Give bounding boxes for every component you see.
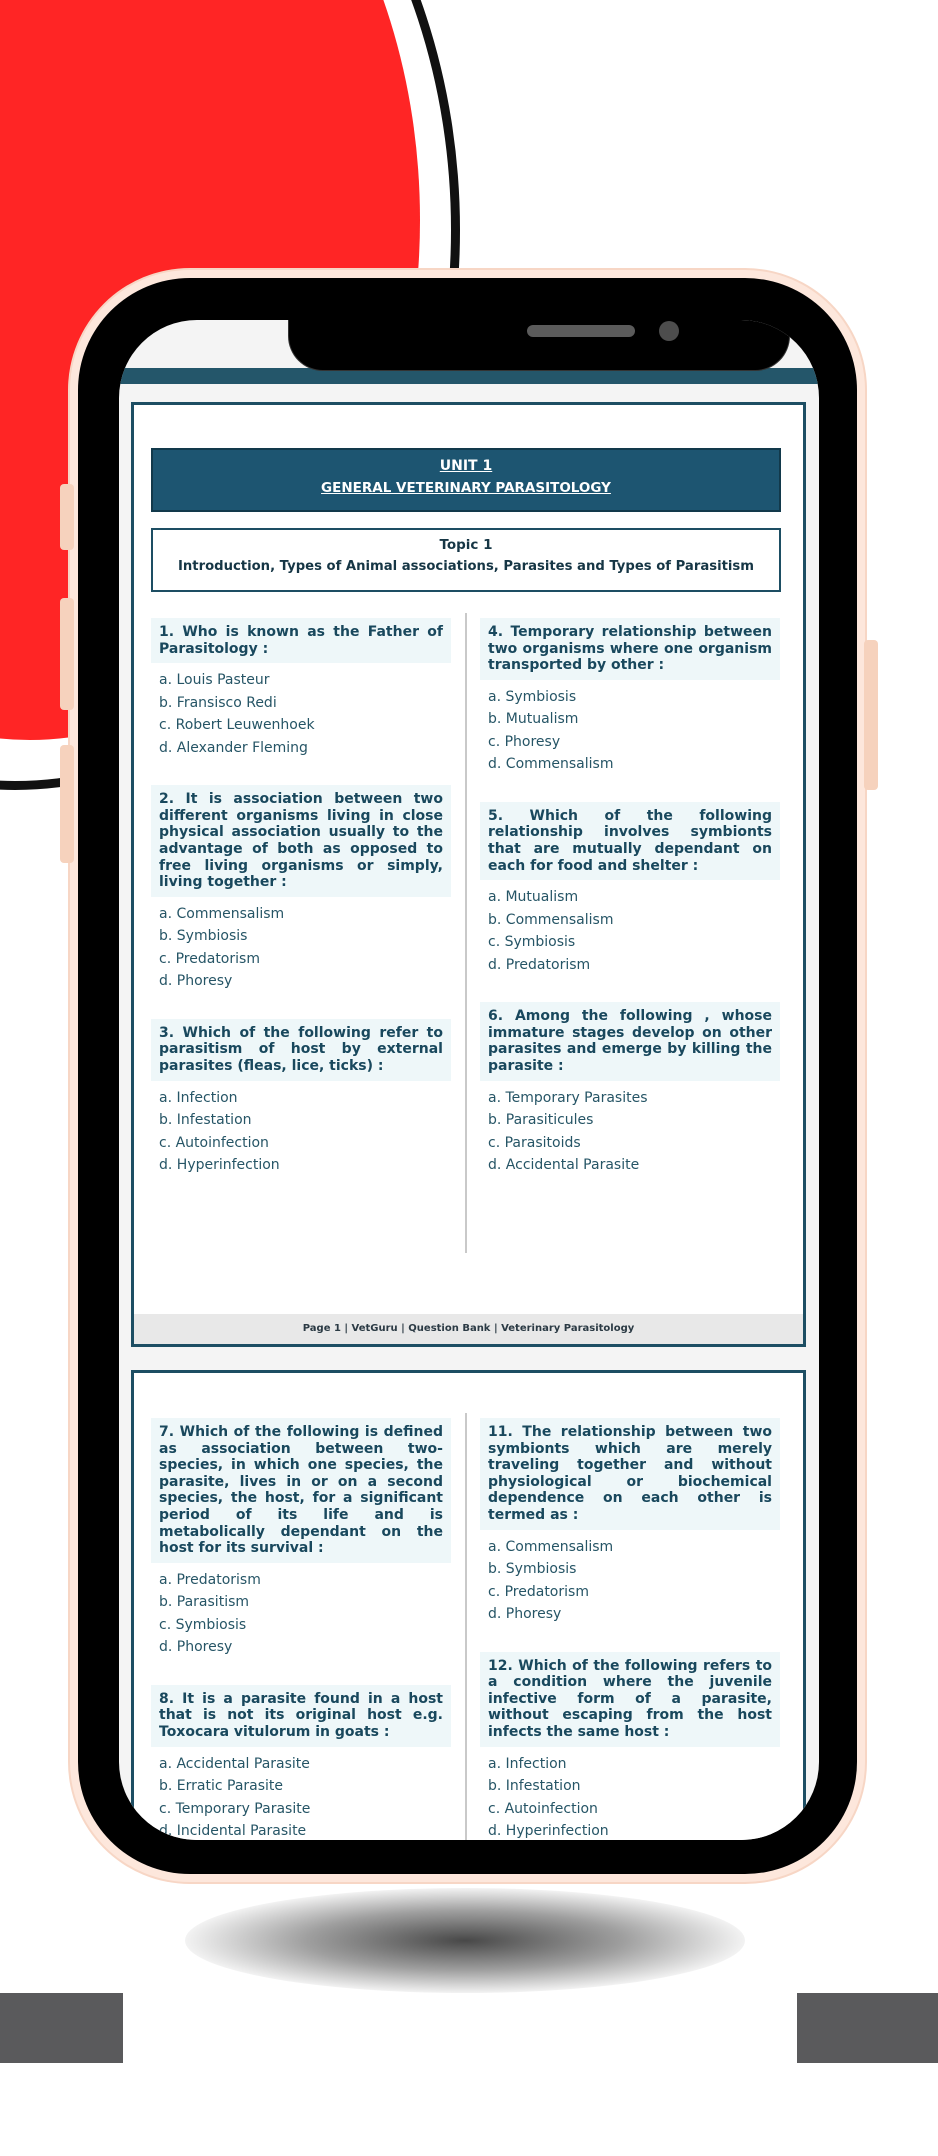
answer-option[interactable]: c. Temporary Parasite: [159, 1800, 311, 1817]
answer-option[interactable]: a. Infection: [159, 1089, 238, 1106]
answer-option[interactable]: d. Hyperinfection: [488, 1823, 609, 1840]
question-block: [151, 618, 451, 759]
right-question-column: [480, 618, 780, 1203]
answer-option[interactable]: a. Symbiosis: [488, 688, 577, 705]
question-block: [151, 785, 451, 993]
answer-option[interactable]: b. Infestation: [159, 1112, 252, 1129]
speaker-grille: [527, 325, 635, 337]
page-footer: Page 1 | VetGuru | Question Bank | Veterinary Parasitology: [134, 1314, 803, 1344]
answer-option[interactable]: a. Commensalism: [159, 905, 285, 922]
answer-option[interactable]: a. Infection: [488, 1755, 567, 1772]
answer-option[interactable]: c. Symbiosis: [159, 1616, 247, 1633]
answer-option[interactable]: c. Symbiosis: [488, 934, 576, 951]
question-block: [480, 1652, 780, 1840]
answer-option[interactable]: a. Louis Pasteur: [159, 672, 270, 689]
question-block: [151, 1418, 451, 1659]
question-block: [480, 1002, 780, 1176]
right-question-column: [480, 1418, 780, 1840]
answer-option[interactable]: d. Incidental Parasite: [159, 1823, 307, 1840]
answer-option[interactable]: d. Accidental Parasite: [488, 1157, 640, 1174]
topic-header: [151, 528, 781, 592]
question-text: 4. Temporary relationship between two organisms where one organism transported by other :: [480, 618, 780, 680]
document-page-2[interactable]: [131, 1370, 806, 1840]
column-divider: [465, 613, 467, 1253]
answer-option[interactable]: c. Predatorism: [159, 950, 260, 967]
question-block: [480, 1418, 780, 1626]
unit-title: UNIT 1: [439, 458, 493, 474]
answer-option[interactable]: a. Predatorism: [159, 1571, 261, 1588]
document-page-1[interactable]: [131, 402, 806, 1347]
question-text: 11. The relationship between two symbionts which are merely traveling together and without physiological or biochemical dependence on each other is termed as :: [480, 1418, 780, 1530]
gray-block-left: [0, 1993, 123, 2063]
answer-option[interactable]: a. Accidental Parasite: [159, 1755, 310, 1772]
question-text: 5. Which of the following relationship involves symbionts that are mutually dependant on each for food and shelter :: [480, 802, 780, 880]
answer-option[interactable]: b. Erratic Parasite: [159, 1778, 284, 1795]
question-text: 7. Which of the following is defined as association between two-species, in which one species, the parasite, lives in or on a second species, the host, for a significant period of its life and is metabolically dependant on the host for its survival :: [151, 1418, 451, 1563]
answer-option[interactable]: b. Symbiosis: [488, 1561, 577, 1578]
answer-option[interactable]: b. Mutualism: [488, 711, 579, 728]
phone-volume-up-button: [60, 598, 74, 710]
answer-option[interactable]: b. Infestation: [488, 1778, 581, 1795]
unit-subtitle: GENERAL VETERINARY PARASITOLOGY: [321, 480, 611, 496]
question-text: 3. Which of the following refer to parasitism of host by external parasites (fleas, lice, ticks) :: [151, 1019, 451, 1081]
topic-subtitle: Introduction, Types of Animal associations, Parasites and Types of Parasitism: [177, 559, 755, 574]
answer-option[interactable]: b. Fransisco Redi: [159, 694, 277, 711]
answer-option[interactable]: b. Symbiosis: [159, 928, 248, 945]
question-text: 1. Who is known as the Father of Parasitology :: [151, 618, 451, 663]
question-block: [480, 618, 780, 776]
answer-option[interactable]: b. Parasitism: [159, 1594, 250, 1611]
phone-notch: [289, 320, 789, 370]
unit-header: [151, 448, 781, 512]
column-divider: [465, 1413, 467, 1840]
left-question-column: [151, 1418, 451, 1840]
answer-option[interactable]: c. Predatorism: [488, 1583, 589, 1600]
phone-volume-down-button: [60, 745, 74, 863]
answer-option[interactable]: c. Robert Leuwenhoek: [159, 717, 315, 734]
phone-power-button: [864, 640, 878, 790]
left-question-column: [151, 618, 451, 1203]
question-block: [151, 1019, 451, 1177]
phone-screen[interactable]: [119, 320, 819, 1840]
answer-option[interactable]: a. Mutualism: [488, 889, 579, 906]
question-text: 12. Which of the following refers to a condition where the juvenile infective form of a parasite, without escaping from the host infects the same host :: [480, 1652, 780, 1747]
question-text: 6. Among the following , whose immature stages develop on other parasites and emerge by killing the parasite :: [480, 1002, 780, 1080]
phone-shadow: [185, 1888, 745, 1993]
app-top-bar: [119, 368, 819, 384]
answer-option[interactable]: b. Commensalism: [488, 911, 614, 928]
answer-option[interactable]: d. Hyperinfection: [159, 1157, 280, 1174]
answer-option[interactable]: c. Autoinfection: [488, 1800, 598, 1817]
answer-option[interactable]: a. Temporary Parasites: [488, 1089, 648, 1106]
question-text: 8. It is a parasite found in a host that is not its original host e.g. Toxocara vitulorum in goats :: [151, 1685, 451, 1747]
answer-option[interactable]: d. Phoresy: [159, 973, 233, 990]
answer-option[interactable]: d. Predatorism: [488, 956, 591, 973]
answer-option[interactable]: d. Phoresy: [488, 1606, 562, 1623]
question-block: [480, 802, 780, 976]
answer-option[interactable]: c. Autoinfection: [159, 1134, 269, 1151]
answer-option[interactable]: c. Phoresy: [488, 733, 561, 750]
gray-block-right: [797, 1993, 938, 2063]
question-text: 2. It is association between two different organisms living in close physical association usually to the advantage of both as opposed to free living organisms or simply, living together :: [151, 785, 451, 897]
front-camera-icon: [659, 321, 679, 341]
phone-side-button: [60, 484, 74, 550]
answer-option[interactable]: d. Phoresy: [159, 1639, 233, 1656]
answer-option[interactable]: a. Commensalism: [488, 1538, 614, 1555]
answer-option[interactable]: c. Parasitoids: [488, 1134, 581, 1151]
answer-option[interactable]: d. Commensalism: [488, 756, 614, 773]
topic-title: Topic 1: [439, 537, 493, 553]
question-block: [151, 1685, 451, 1840]
answer-option[interactable]: b. Parasiticules: [488, 1112, 594, 1129]
answer-option[interactable]: d. Alexander Fleming: [159, 739, 308, 756]
